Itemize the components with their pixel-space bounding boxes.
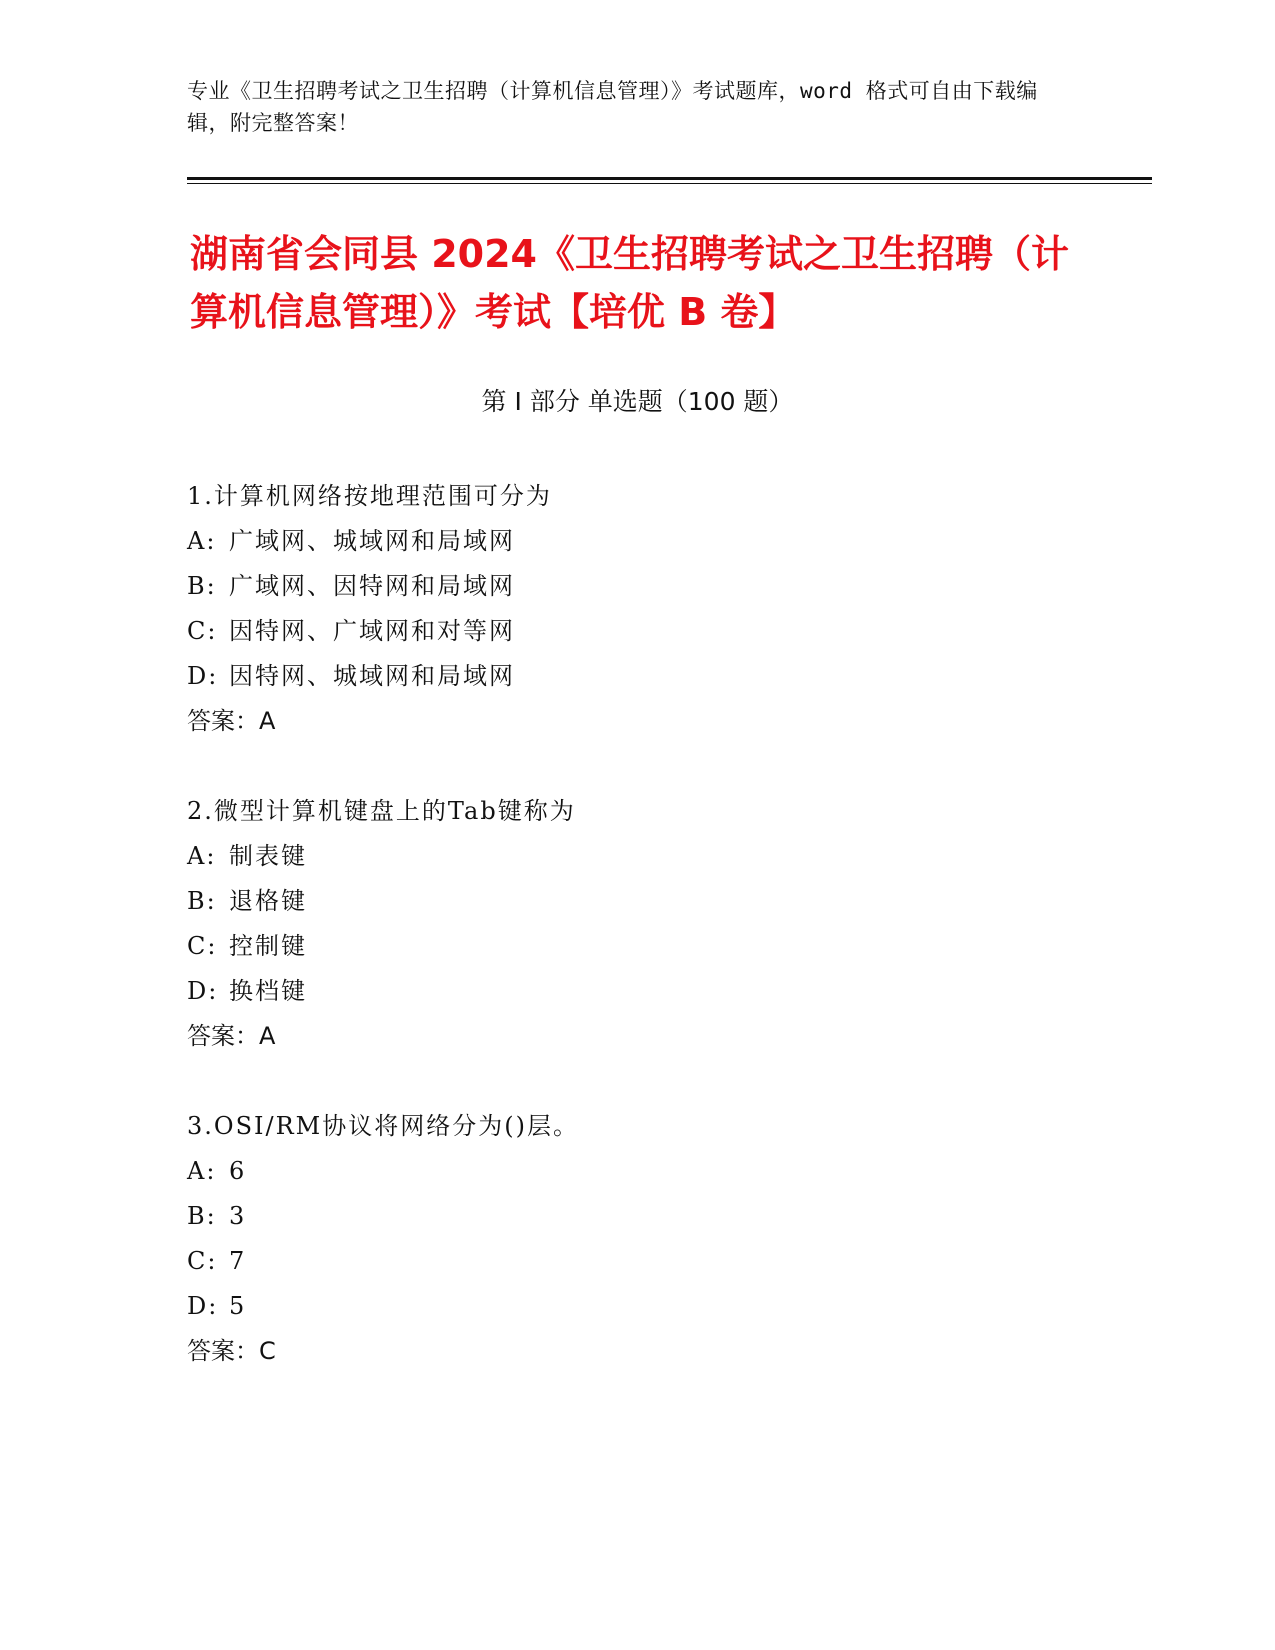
option-letter: C: bbox=[187, 1247, 218, 1275]
question-stem: 1.计算机网络按地理范围可分为 bbox=[187, 482, 552, 510]
question-1 bbox=[187, 474, 1087, 744]
option-text: 7 bbox=[229, 1247, 247, 1275]
option-c bbox=[187, 924, 1087, 969]
header-rule-thin bbox=[187, 183, 1152, 184]
option-letter: A: bbox=[187, 1157, 217, 1185]
option-letter: B: bbox=[187, 1202, 217, 1230]
option-b bbox=[187, 1194, 1087, 1239]
option-letter: D: bbox=[187, 662, 219, 690]
option-letter: B: bbox=[187, 887, 217, 915]
section-title: 第 I 部分 单选题（100 题） bbox=[481, 387, 794, 416]
option-text: 制表键 bbox=[229, 842, 307, 870]
option-letter: C: bbox=[187, 617, 218, 645]
option-text: 控制键 bbox=[229, 932, 307, 960]
header-rule-thick bbox=[187, 177, 1152, 180]
option-text: 退格键 bbox=[229, 887, 307, 915]
option-letter: C: bbox=[187, 932, 218, 960]
question-stem: 2.微型计算机键盘上的Tab键称为 bbox=[187, 797, 576, 825]
option-text: 换档键 bbox=[229, 977, 307, 1005]
option-text: 5 bbox=[229, 1292, 247, 1320]
option-a bbox=[187, 834, 1087, 879]
option-text: 3 bbox=[229, 1202, 247, 1230]
option-text: 因特网、城域网和局域网 bbox=[229, 662, 515, 690]
option-b bbox=[187, 564, 1087, 609]
option-b bbox=[187, 879, 1087, 924]
document-title: 湖南省会同县 2024《卫生招聘考试之卫生招聘（计算机信息管理）》考试【培优 B 卷】 bbox=[190, 232, 1069, 334]
option-text: 因特网、广域网和对等网 bbox=[229, 617, 515, 645]
option-a bbox=[187, 519, 1087, 564]
option-c bbox=[187, 1239, 1087, 1284]
option-text: 广域网、城域网和局域网 bbox=[229, 527, 515, 555]
option-letter: A: bbox=[187, 527, 217, 555]
answer-line: 答案：A bbox=[187, 707, 276, 735]
option-text: 广域网、因特网和局域网 bbox=[229, 572, 515, 600]
question-list bbox=[187, 474, 1087, 1419]
option-letter: D: bbox=[187, 977, 219, 1005]
option-a bbox=[187, 1149, 1087, 1194]
option-d bbox=[187, 1284, 1087, 1329]
option-letter: A: bbox=[187, 842, 217, 870]
question-3 bbox=[187, 1104, 1087, 1374]
header-note: 专业《卫生招聘考试之卫生招聘（计算机信息管理）》考试题库，word 格式可自由下载编辑，附完整答案！ bbox=[187, 79, 1038, 135]
option-letter: D: bbox=[187, 1292, 219, 1320]
option-d bbox=[187, 654, 1087, 699]
option-letter: B: bbox=[187, 572, 217, 600]
option-d bbox=[187, 969, 1087, 1014]
question-stem: 3.OSI/RM协议将网络分为()层。 bbox=[187, 1112, 579, 1140]
answer-line: 答案：A bbox=[187, 1022, 276, 1050]
answer-line: 答案：C bbox=[187, 1337, 276, 1365]
option-c bbox=[187, 609, 1087, 654]
option-text: 6 bbox=[229, 1157, 247, 1185]
question-2 bbox=[187, 789, 1087, 1059]
